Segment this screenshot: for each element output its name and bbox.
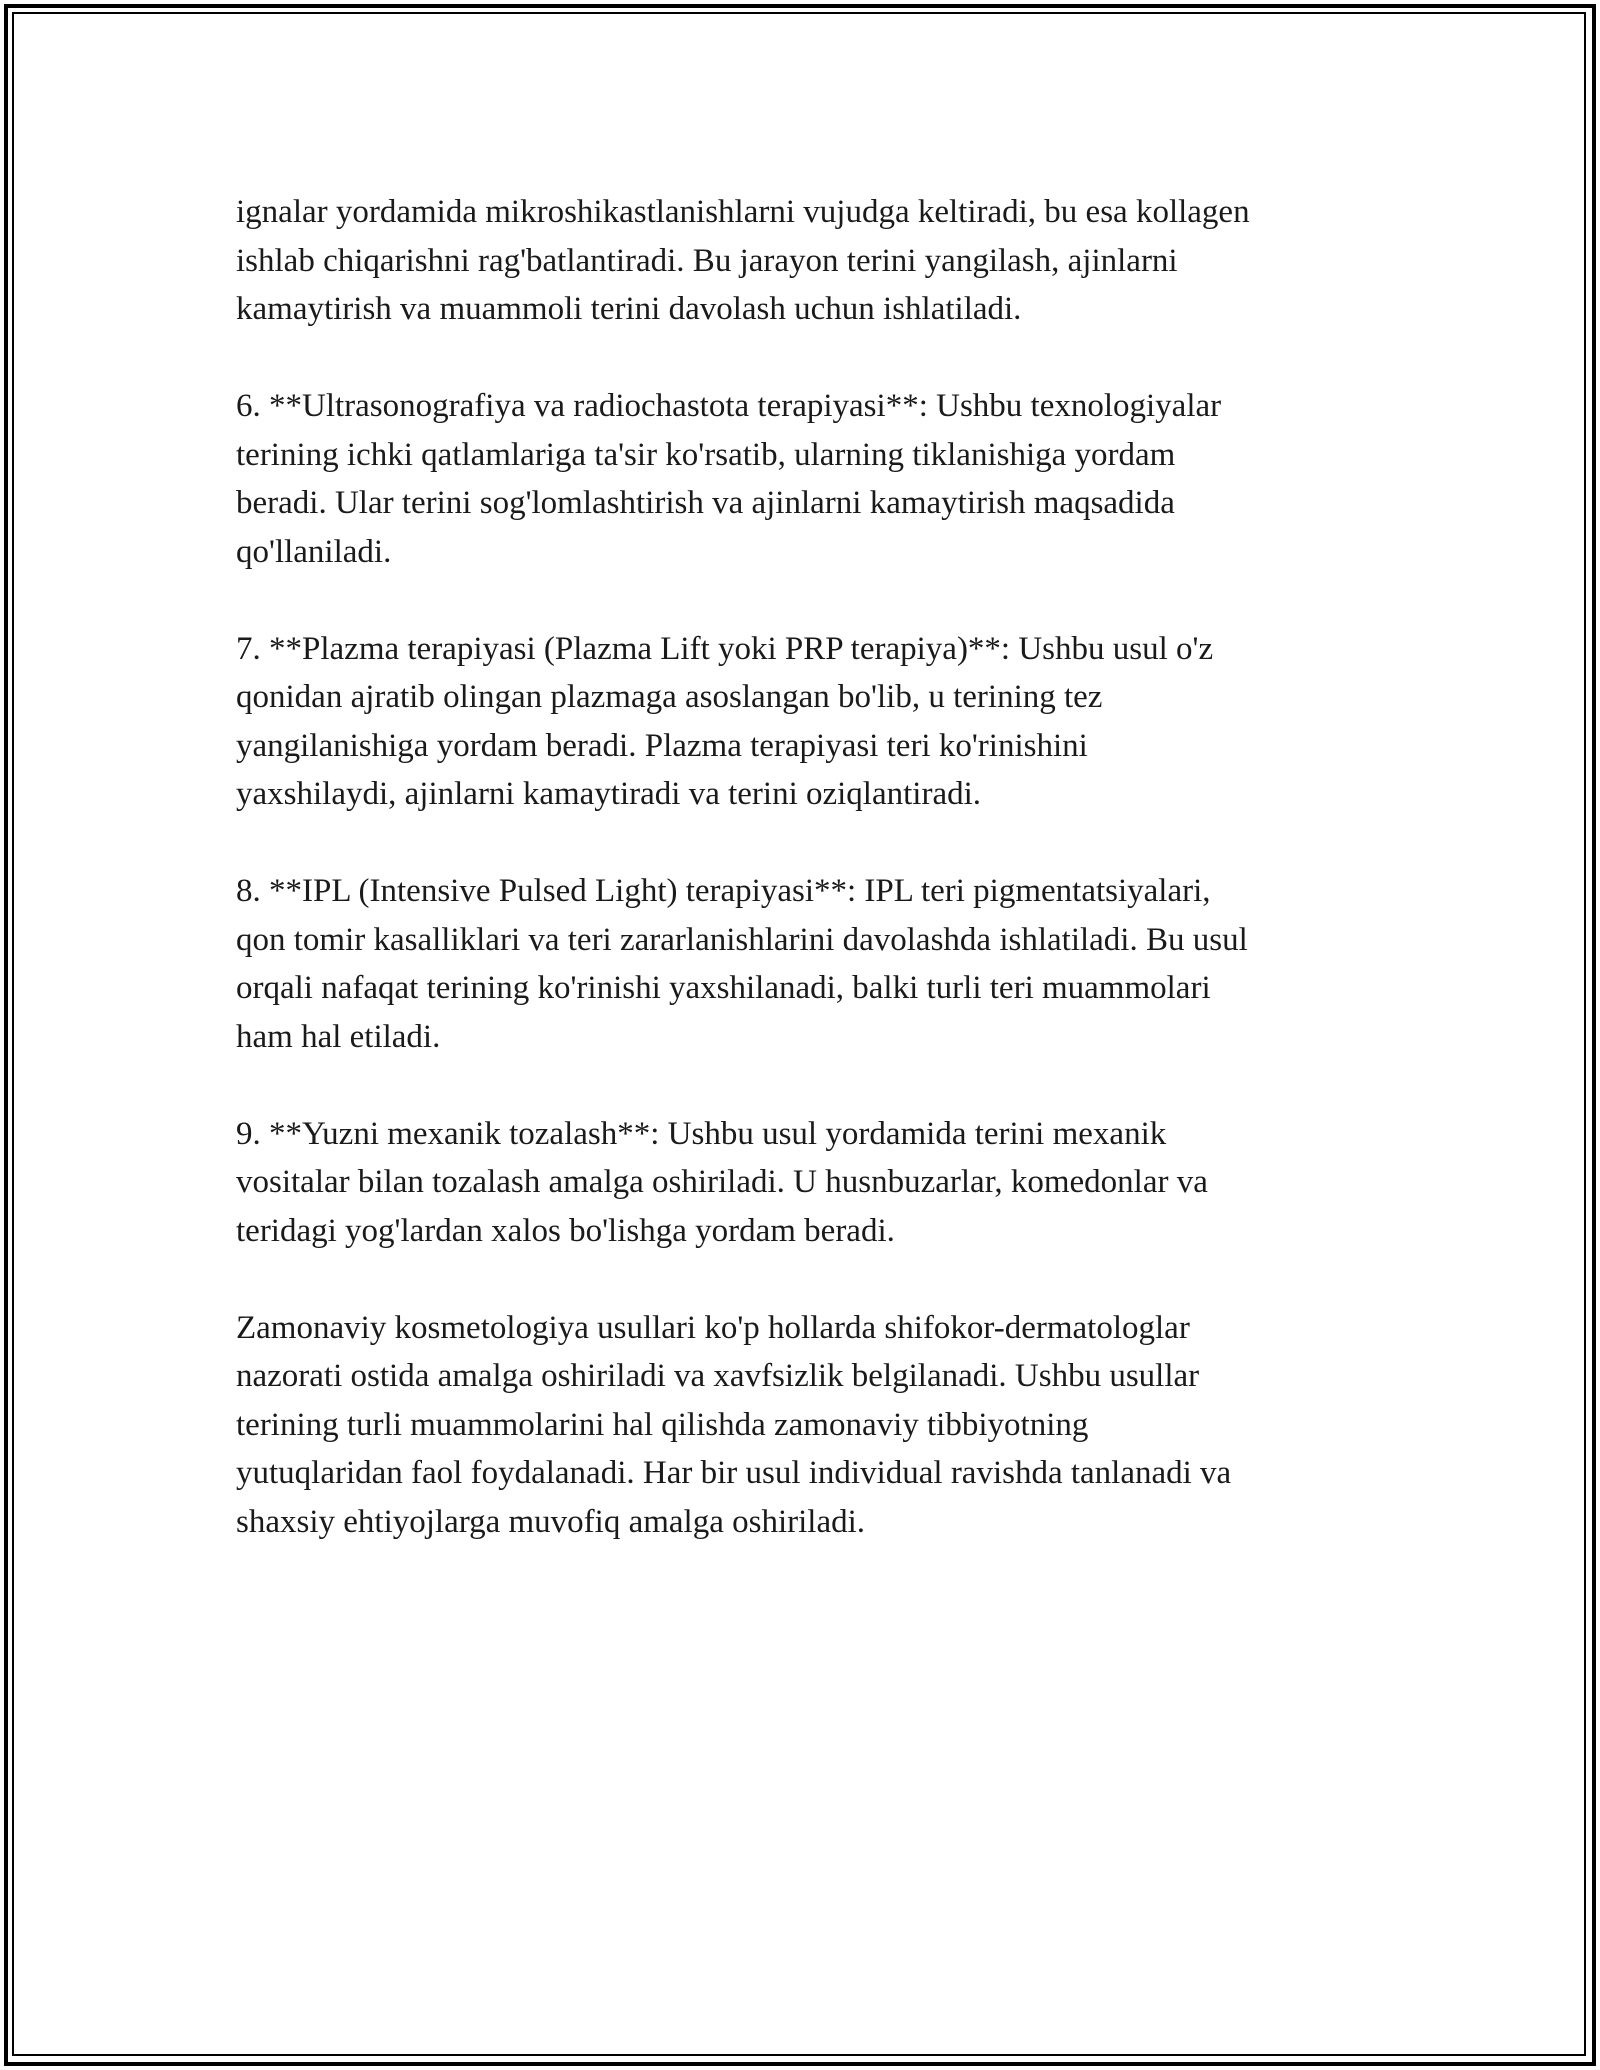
paragraph-item-9-mechanical-cleaning: 9. **Yuzni mexanik tozalash**: Ushbu usul yordamida terini mexanik vositalar bilan tozalash amalga oshiriladi. U husnbuzarlar, komedonlar va teridagi yog'lardan xalos bo'lishga yordam beradi. xyxy=(236,1115,1208,1249)
document-body xyxy=(236,188,1376,1595)
paragraph-item-6-ultrasound-rf: 6. **Ultrasonografiya va radiochastota terapiyasi**: Ushbu texnologiyalar terining ichki qatlamlariga ta'sir ko'rsatib, ularning tiklanishiga yordam beradi. Ular terini sog'lomlashtirish va ajinlarni kamaytirish maqsadida qo'llaniladi. xyxy=(236,388,1222,570)
paragraph-conclusion: Zamonaviy kosmetologiya usullari ko'p hollarda shifokor-dermatologlar nazorati ostida amalga oshiriladi va xavfsizlik belgilanadi. Ushbu usullar terining turli muammolarini hal qilishda zamonaviy tibbiyotning yutuqlaridan faol foydalanadi. Har bir usul individual ravishda tanlanadi va shaxsiy ehtiyojlarga muvofiq amalga oshiriladi. xyxy=(236,1309,1232,1540)
paragraph-microneedling-continued: ignalar yordamida mikroshikastlanishlarni vujudga keltiradi, bu esa kollagen ishlab chiqarishni rag'batlantiradi. Bu jarayon terini yangilash, ajinlarni kamaytirish va muammoli terini davolash uchun ishlatiladi. xyxy=(236,194,1250,327)
paragraph-item-8-ipl: 8. **IPL (Intensive Pulsed Light) terapiyasi**: IPL teri pigmentatsiyalari, qon tomir kasalliklari va teri zararlanishlarini davolashda ishlatiladi. Bu usul orqali nafaqat terining ko'rinishi yaxshilanadi, balki turli teri muammolari ham hal etiladi. xyxy=(236,873,1248,1055)
paragraph-item-7-plasma: 7. **Plazma terapiyasi (Plazma Lift yoki PRP terapiya)**: Ushbu usul o'z qonidan ajratib olingan plazmaga asoslangan bo'lib, u terining tez yangilanishiga yordam beradi. Plazma terapiyasi teri ko'rinishini yaxshilaydi, ajinlarni kamaytiradi va terini oziqlantiradi. xyxy=(236,630,1214,812)
